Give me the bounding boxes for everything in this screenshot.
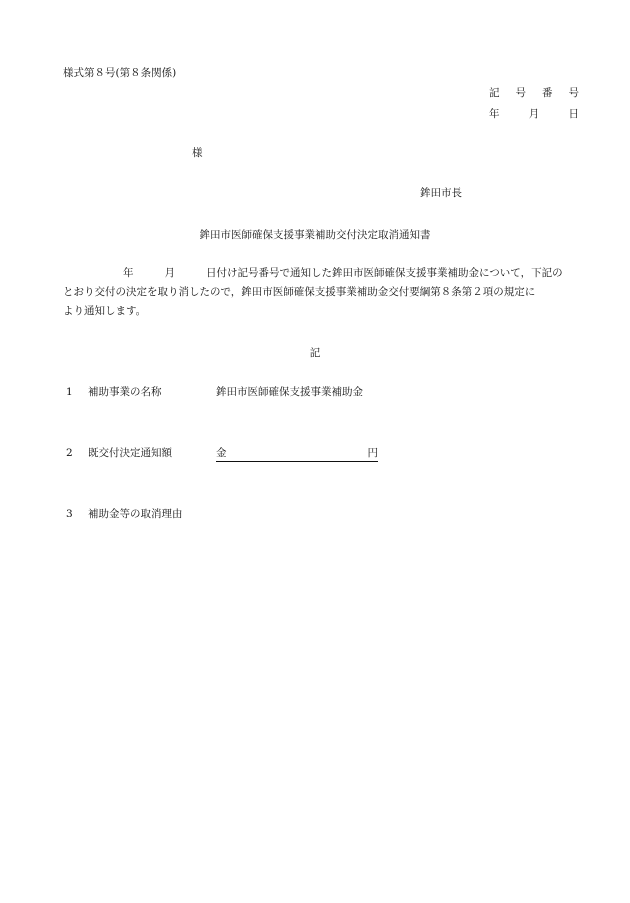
sender-name: 鉾田市長 (420, 187, 462, 199)
ki-heading: 記 (309, 347, 321, 359)
date-row (489, 107, 579, 123)
date-day: 日 (568, 108, 579, 120)
item-project-name (66, 385, 162, 399)
record-number-row (489, 86, 579, 102)
item-label: 補助金等の取消理由 (88, 508, 183, 520)
amount-prefix: 金 (216, 447, 227, 459)
body-line-2: とおり交付の決定を取り消したので，鉾田市医師確保支援事業補助金交付要綱第８条第２項の規定に (63, 286, 536, 298)
record-number-char: 記 (489, 87, 500, 99)
addressee-honorific: 様 (192, 147, 203, 159)
amount-suffix: 円 (367, 447, 378, 459)
item-cancellation-reason (66, 507, 183, 521)
body-line-1 (63, 264, 583, 283)
body-line-3: より通知します。 (63, 305, 147, 317)
record-number-char: 号 (515, 87, 526, 99)
item-number: 1 (66, 386, 73, 398)
date-month: 月 (528, 108, 540, 120)
body-year: 年 (123, 267, 134, 279)
item-label: 既交付決定通知額 (88, 447, 172, 459)
form-number: 様式第８号(第８条関係) (63, 67, 177, 79)
item-project-name-value: 鉾田市医師確保支援事業補助金 (216, 386, 363, 398)
date-year: 年 (489, 108, 500, 120)
body-month: 月 (164, 267, 175, 279)
item-label: 補助事業の名称 (88, 386, 162, 398)
item-number: 3 (66, 508, 73, 520)
document-title: 鉾田市医師確保支援事業補助交付決定取消通知書 (199, 229, 431, 241)
body-line-1-rest: 日付け記号番号で通知した鉾田市医師確保支援事業補助金について，下記の (206, 267, 563, 279)
record-number-char: 番 (542, 87, 553, 99)
item-notified-amount (66, 446, 172, 460)
record-number-block (489, 86, 579, 128)
amount-field (216, 446, 378, 462)
record-number-char: 号 (568, 87, 579, 99)
body-paragraph (63, 264, 583, 321)
item-number: 2 (66, 447, 73, 459)
